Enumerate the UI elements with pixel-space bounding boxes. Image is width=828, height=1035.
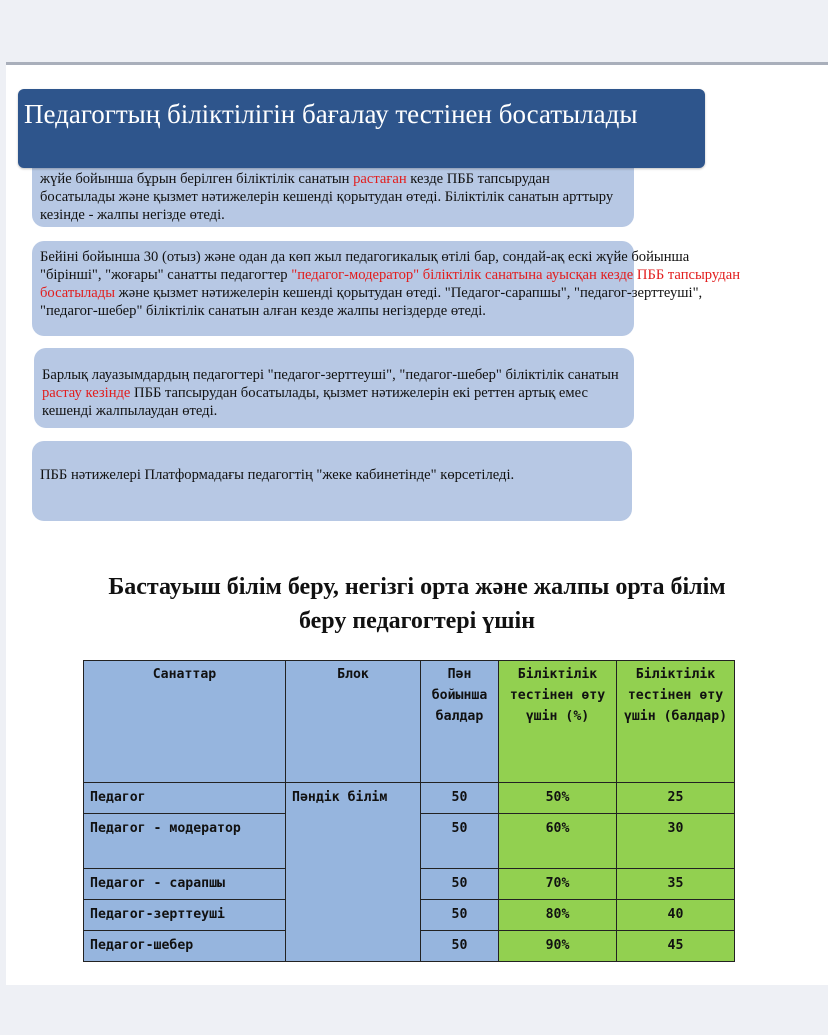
info-box-3-highlight: растау кезінде (42, 385, 131, 401)
bottom-strip (0, 985, 828, 1035)
row-category: Педагог (84, 783, 286, 814)
info-box-4 (32, 441, 632, 521)
info-box-3-text (42, 366, 628, 420)
header-pass-points: Біліктілік тестінен өту үшін (балдар) (617, 661, 735, 783)
row-pass: 25 (617, 783, 735, 814)
row-category: Педагог-зерттеуші (84, 900, 286, 931)
row-category: Педагог-шебер (84, 931, 286, 962)
row-percent: 80% (499, 900, 617, 931)
info-box-2-part2: және қызмет нәтижелерін кешенді қорытудан өтеді. "Педагог-сарапшы", "педагог-зерттеуші", "педагог-шебер" біліктілік санатын алған кезде жалпы негіздерде өтеді. (40, 285, 703, 319)
header-pass-percent: Біліктілік тестінен өту үшін (%) (499, 661, 617, 783)
row-block: Пәндік білім (286, 783, 421, 962)
info-box-1-highlight: растаған (353, 171, 407, 187)
info-box-1-part1: жүйе бойынша бұрын берілген біліктілік санатын (40, 171, 354, 187)
info-box-2-highlight: "педагог-модератор" біліктілік санатына ауысқан кезде ПББ тапсырудан босатылады (40, 267, 740, 301)
row-points: 50 (421, 783, 499, 814)
row-pass: 30 (617, 814, 735, 869)
info-box-2 (32, 241, 740, 336)
row-points: 50 (421, 900, 499, 931)
slide-score-table (6, 530, 828, 985)
header-block: Блок (286, 661, 421, 783)
row-pass: 35 (617, 869, 735, 900)
row-points: 50 (421, 931, 499, 962)
info-box-2-part1: Бейіні бойынша 30 (отыз) және одан да көп жыл педагогикалық өтілі бар, сондай-ақ ескі жүйе бойынша "бірінші", "жоғары" санатты педагогтер (40, 249, 690, 283)
slide-exemptions (6, 62, 828, 532)
info-box-1-text (40, 170, 628, 224)
row-points: 50 (421, 869, 499, 900)
info-box-1-part2: кезде ПББ тапсырудан босатылады және қызмет нәтижелерін кешенді қорытудан өтеді. Біліктілік санатын арттыру кезінде - жалпы негізде өтеді. (40, 171, 614, 223)
row-category: Педагог - сарапшы (84, 869, 286, 900)
row-percent: 90% (499, 931, 617, 962)
info-box-3-part2: ПББ тапсырудан босатылады, қызмет нәтижелерін екі реттен артық емес кешенді жалпылаудан өтеді. (42, 385, 588, 419)
table-heading-line1: Бастауыш білім беру, негізгі орта және жалпы орта білім (108, 574, 726, 600)
table-header-row (84, 661, 735, 783)
info-box-3-part1: Барлық лауазымдардың педагогтері "педагог-зерттеуші", "педагог-шебер" біліктілік санатын (42, 367, 619, 383)
header-subject-points: Пән бойынша балдар (421, 661, 499, 783)
row-points: 50 (421, 814, 499, 869)
info-box-3 (34, 348, 634, 428)
table-heading-line2: беру педагогтері үшін (298, 608, 536, 634)
row-pass: 40 (617, 900, 735, 931)
row-percent: 70% (499, 869, 617, 900)
row-percent: 60% (499, 814, 617, 869)
slide-title: Педагогтың біліктілігін бағалау тестінен босатылады (18, 89, 705, 168)
row-category: Педагог - модератор (84, 814, 286, 869)
table-row (84, 783, 735, 814)
row-pass: 45 (617, 931, 735, 962)
info-box-2-text (40, 248, 744, 320)
row-percent: 50% (499, 783, 617, 814)
score-table (83, 660, 735, 962)
header-categories: Санаттар (84, 661, 286, 783)
info-box-4-text: ПББ нәтижелері Платформадағы педагогтің "жеке кабинетінде" көрсетіледі. (40, 467, 515, 483)
